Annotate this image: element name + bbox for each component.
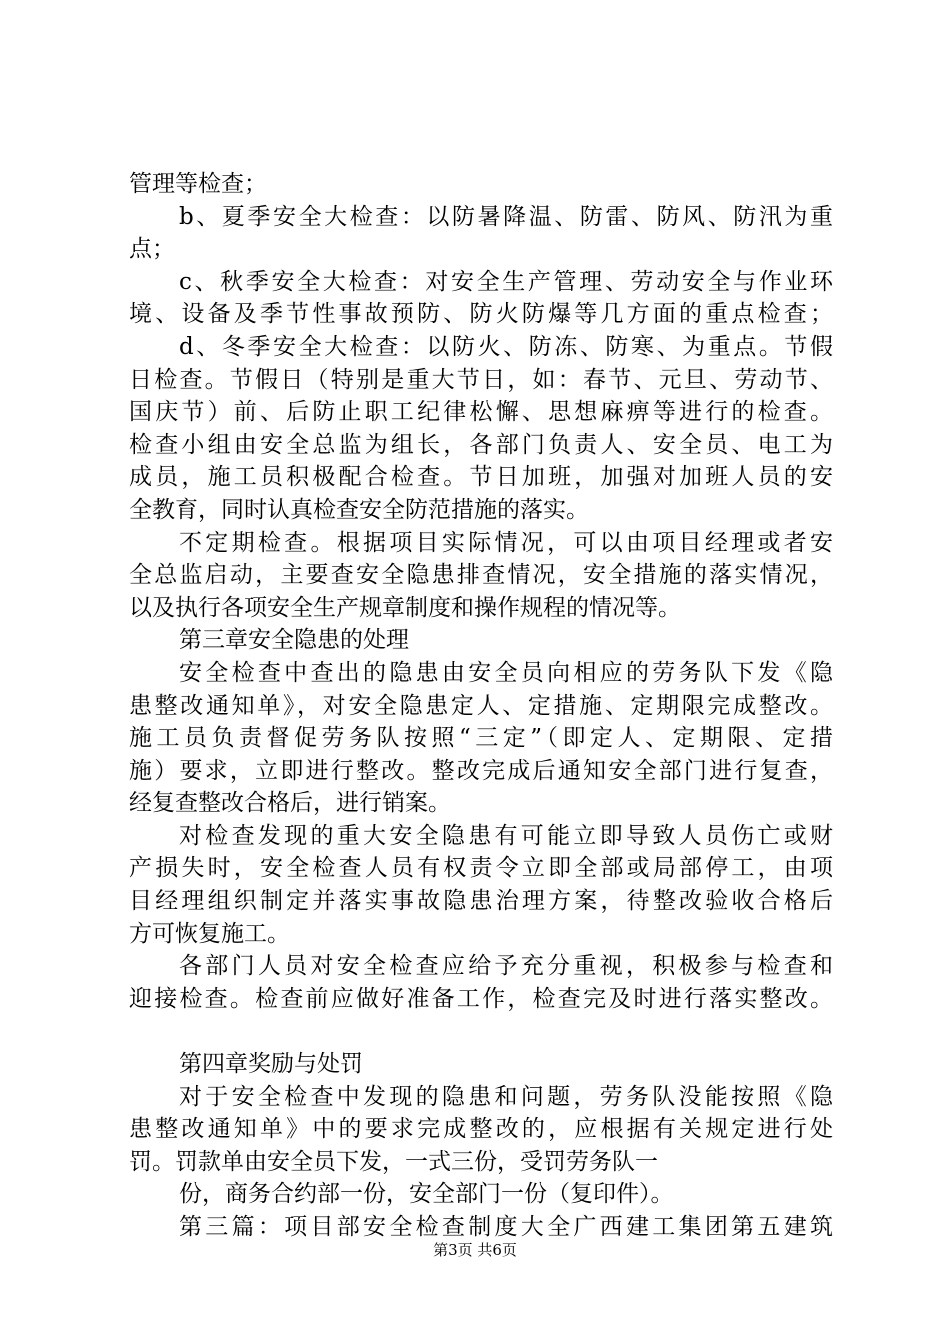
chapter-heading: 第三章安全隐患的处理 bbox=[179, 627, 409, 654]
text-line: 迎接检查。检查前应做好准备工作，检查完及时进行落实整改。 bbox=[129, 985, 833, 1012]
document-body bbox=[129, 168, 833, 1244]
text-line: 全教育，同时认真检查安全防范措施的落实。 bbox=[129, 496, 589, 523]
text-line: 对于安全检查中发现的隐患和问题，劳务队没能按照《隐 bbox=[179, 1083, 833, 1110]
text-line: 施工员负责督促劳务队按照“三定”（即定人、定期限、定措 bbox=[129, 725, 833, 752]
text-line: 方可恢复施工。 bbox=[129, 920, 290, 947]
text-line: 成员，施工员积极配合检查。节日加班，加强对加班人员的安 bbox=[129, 464, 833, 491]
text-line: 管理等检查； bbox=[129, 171, 267, 197]
chapter-heading: 第四章奖励与处罚 bbox=[179, 1051, 363, 1078]
text-line: 国庆节）前、后防止职工纪律松懈、思想麻痹等进行的检查。 bbox=[129, 399, 833, 426]
text-line: 对检查发现的重大安全隐患有可能立即导致人员伤亡或财 bbox=[179, 822, 833, 849]
text-line: c、秋季安全大检查：对安全生产管理、劳动安全与作业环 bbox=[179, 268, 833, 295]
text-line: 各部门人员对安全检查应给予充分重视，积极参与检查和 bbox=[179, 953, 833, 980]
text-line: 患整改通知单》，对安全隐患定人、定措施、定期限完成整改。 bbox=[129, 692, 833, 719]
text-line: d、冬季安全大检查：以防火、防冻、防寒、为重点。节假 bbox=[179, 333, 833, 360]
text-line: 份，商务合约部一份，安全部门一份（复印件）。 bbox=[179, 1181, 674, 1208]
text-line: 罚。罚款单由安全员下发，一式三份，受罚劳务队一 bbox=[129, 1148, 658, 1175]
text-line: b、夏季安全大检查：以防暑降温、防雷、防风、防汛为重 bbox=[179, 203, 833, 230]
text-line: 以及执行各项安全生产规章制度和操作规程的情况等。 bbox=[129, 594, 681, 621]
text-line: 经复查整改合格后，进行销案。 bbox=[129, 790, 451, 817]
text-line: 施）要求，立即进行整改。整改完成后通知安全部门进行复查， bbox=[129, 757, 833, 784]
page-number-footer: 第3页 共6页 bbox=[433, 1241, 517, 1259]
text-line: 产损失时，安全检查人员有权责令立即全部或局部停工，由项 bbox=[129, 855, 833, 882]
text-line: 不定期检查。根据项目实际情况，可以由项目经理或者安 bbox=[179, 529, 833, 556]
text-line: 安全检查中查出的隐患由安全员向相应的劳务队下发《隐 bbox=[179, 659, 833, 686]
text-line: 点； bbox=[129, 236, 175, 263]
text-line: 目经理组织制定并落实事故隐患治理方案，待整改验收合格后 bbox=[129, 888, 833, 915]
text-line: 全总监启动，主要查安全隐患排查情况，安全措施的落实情况， bbox=[129, 562, 833, 589]
blank-line bbox=[129, 1015, 833, 1048]
text-line: 境、设备及季节性事故预防、防火防爆等几方面的重点检查； bbox=[129, 301, 833, 328]
text-line: 患整改通知单》中的要求完成整改的，应根据有关规定进行处 bbox=[129, 1116, 833, 1143]
text-line: 第三篇：项目部安全检查制度大全广西建工集团第五建筑 bbox=[179, 1214, 833, 1240]
text-line: 日检查。节假日（特别是重大节日，如：春节、元旦、劳动节、 bbox=[129, 366, 833, 393]
text-line: 检查小组由安全总监为组长，各部门负责人、安全员、电工为 bbox=[129, 431, 833, 458]
